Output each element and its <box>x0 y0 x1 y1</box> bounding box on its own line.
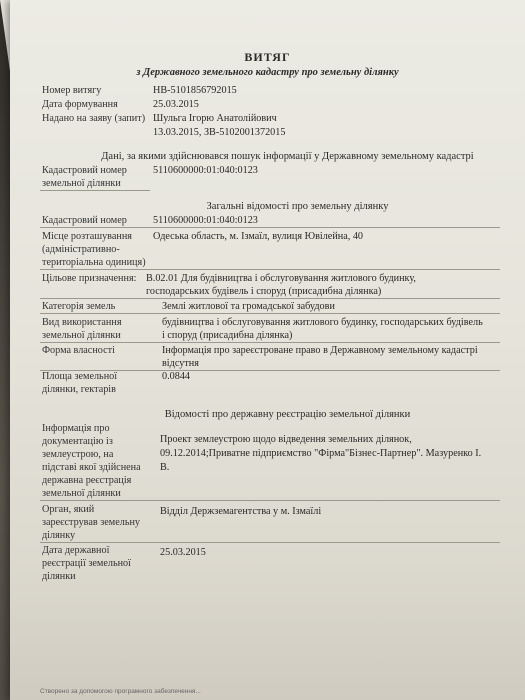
purpose-label: Цільове призначення: <box>42 273 137 284</box>
extract-number-label: Номер витягу <box>42 85 102 96</box>
document-subtitle: з Державного земельного кадастру про земельну ділянку <box>136 67 399 78</box>
request-date-number: 13.03.2015, ЗВ-5102001372015 <box>153 127 286 138</box>
divider <box>40 190 150 191</box>
footer-note: Створено за допомогою програмного забезпечення... <box>40 688 201 695</box>
purpose-value-2: господарських будівель і споруд (присадибна ділянка) <box>146 286 382 297</box>
organ-value: Відділ Держземагентства у м. Ізмаїлі <box>160 506 322 517</box>
divider <box>40 298 500 299</box>
regdate-label-1: Дата державної <box>42 545 110 556</box>
organ-label-2: зареєстрував земельну <box>42 517 141 528</box>
regdate-value: 25.03.2015 <box>160 547 206 558</box>
extract-document <box>10 0 525 700</box>
formation-date-value: 25.03.2015 <box>153 99 199 110</box>
area-label-2: ділянки, гектарів <box>42 384 116 395</box>
location-label-3: територіальна одиниця) <box>42 257 146 268</box>
divider <box>40 227 500 228</box>
purpose-value-1: В.02.01 Для будівництва і обслуговування житлового будинку, <box>146 273 416 284</box>
search-cadastral-label-2: земельної ділянки <box>42 178 121 189</box>
docs-value-1: Проект землеустрою щодо відведення земельних ділянок, <box>160 434 412 445</box>
docs-label-6: земельної ділянки <box>42 488 121 499</box>
search-section-header: Дані, за якими здійснювався пошук інформації у Державному земельному кадастрі <box>101 151 474 162</box>
use-value-2: і споруд (присадибна ділянка) <box>162 330 293 341</box>
docs-value-3: В. <box>160 462 170 473</box>
divider <box>40 500 500 501</box>
docs-label-2: документацію із <box>42 436 113 447</box>
cadastral-number-value: 5110600000:01:040:0123 <box>153 215 258 226</box>
docs-label-1: Інформація про <box>42 423 110 434</box>
ownership-value-2: відсутня <box>162 358 199 369</box>
organ-label-3: ділянку <box>42 530 76 541</box>
docs-value-2: 09.12.2014;Приватне підприємство "Фірма"Бізнес-Партнер". Мазуренко І. <box>160 448 482 459</box>
category-label: Категорія земель <box>42 301 116 312</box>
ownership-label: Форма власності <box>42 345 115 356</box>
ownership-value-1: Інформація про зареєстроване право в Державному земельному кадастрі <box>162 345 478 356</box>
area-label-1: Площа земельної <box>42 371 118 382</box>
divider <box>40 542 500 543</box>
use-label-1: Вид використання <box>42 317 122 328</box>
extract-number-value: НВ-5101856792015 <box>153 85 237 96</box>
cadastral-number-label: Кадастровий номер <box>42 215 127 226</box>
applicant-name: Шульга Ігорю Анатолійович <box>153 113 277 124</box>
document-title: ВИТЯГ <box>244 50 291 64</box>
request-label: Надано на заяву (запит) <box>42 113 146 124</box>
location-label-1: Місце розташування <box>42 231 132 242</box>
formation-date-label: Дата формування <box>42 99 118 110</box>
docs-label-3: землеустрою, на <box>42 449 114 460</box>
docs-label-5: державна реєстрація <box>42 475 132 486</box>
use-label-2: земельної ділянки <box>42 330 121 341</box>
regdate-label-2: реєстрації земельної <box>42 558 131 569</box>
divider <box>40 269 500 270</box>
search-cadastral-label-1: Кадастровий номер <box>42 165 127 176</box>
search-cadastral-value: 5110600000:01:040:0123 <box>153 165 258 176</box>
regdate-label-3: ділянки <box>42 571 76 582</box>
divider <box>40 313 500 314</box>
location-value: Одеська область, м. Ізмаїл, вулиця Ювілейна, 40 <box>153 231 364 242</box>
location-label-2: (адміністративно- <box>42 244 120 255</box>
area-value: 0.0844 <box>162 371 191 382</box>
general-section-header: Загальні відомості про земельну ділянку <box>206 201 389 212</box>
organ-label-1: Орган, який <box>42 504 95 515</box>
divider <box>40 342 500 343</box>
docs-label-4: підставі якої здійснена <box>42 462 141 473</box>
category-value: Землі житлової та громадської забудови <box>162 301 335 312</box>
registration-section-header: Відомості про державну реєстрацію земельної ділянки <box>164 409 411 420</box>
use-value-1: будівництва і обслуговування житлового будинку, господарських будівель <box>162 317 483 328</box>
